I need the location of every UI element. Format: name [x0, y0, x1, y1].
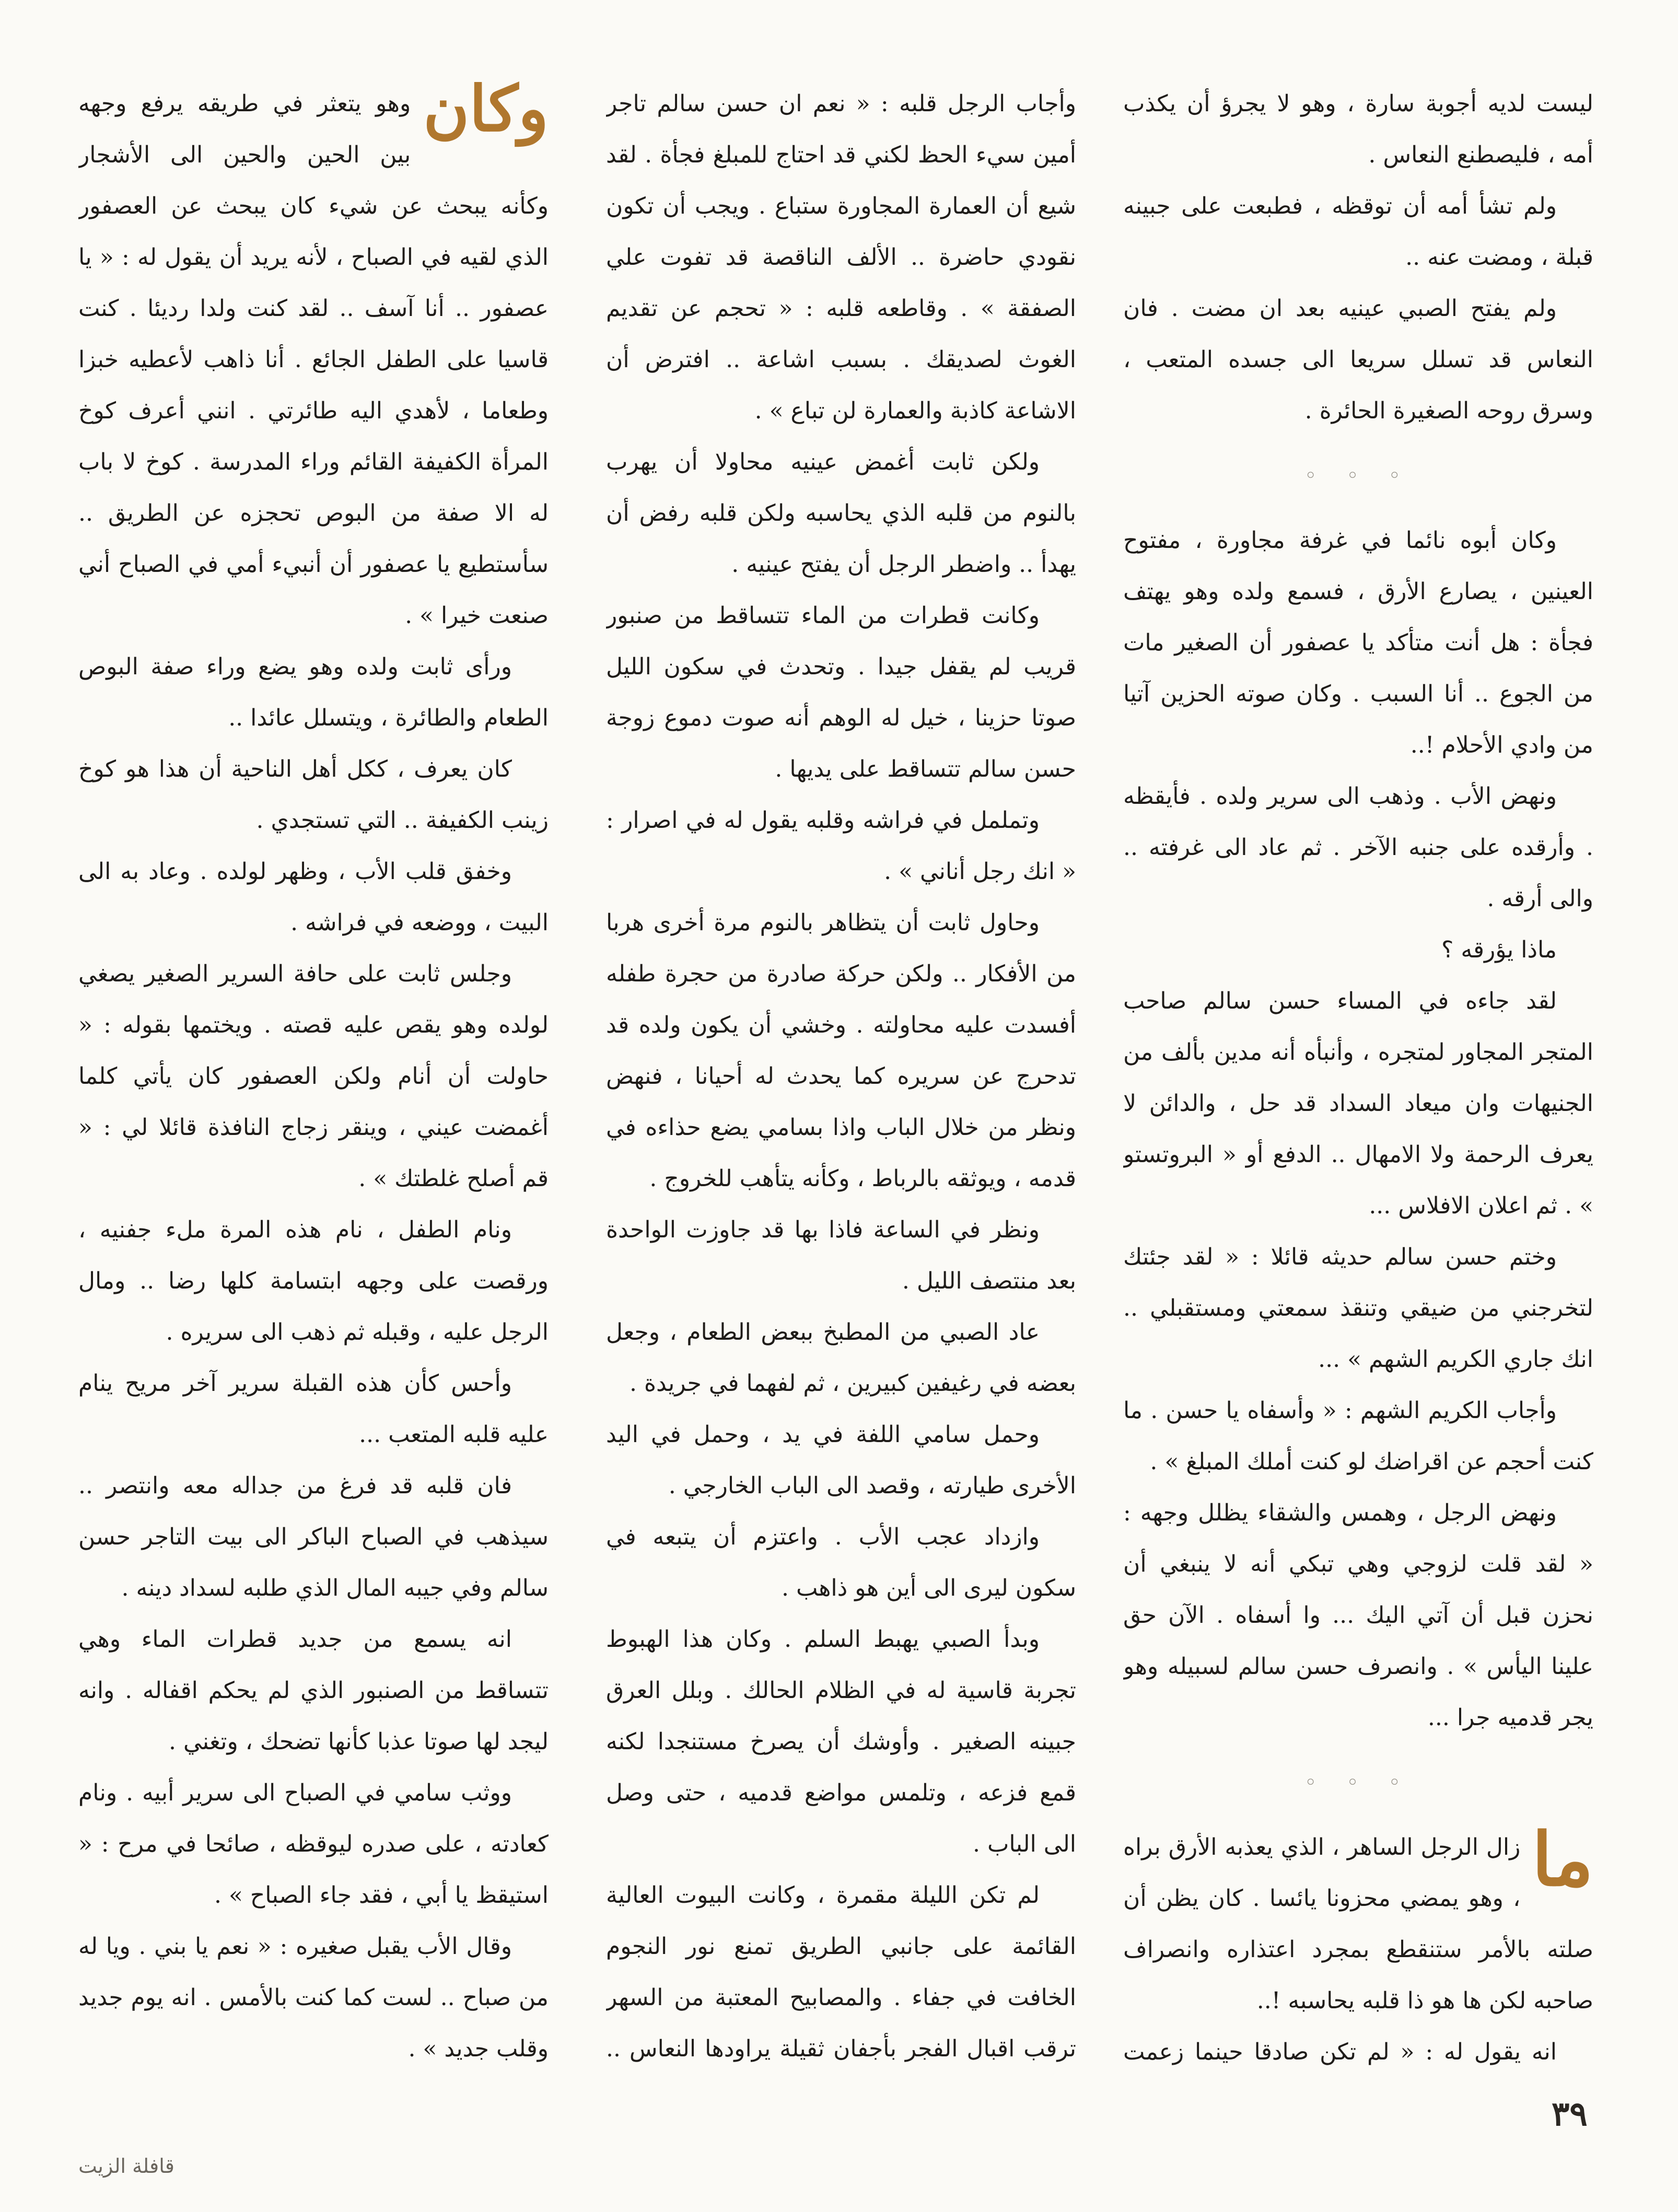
paragraph: عاد الصبي من المطبخ ببعض الطعام ، وجعل بعضه في رغيفين كبيرين ، ثم لفهما في جريدة . — [606, 1319, 1076, 1397]
paragraph: ورأى ثابت ولده وهو يضع وراء صفة البوص الطعام والطائرة ، ويتسلل عائدا .. — [78, 653, 549, 731]
paragraph: فان قلبه قد فرغ من جداله معه وانتصر .. سيذهب في الصباح الباكر الى بيت التاجر حسن سالم وفي جيبه المال الذي طلبه لسداد دينه . — [78, 1472, 549, 1601]
paragraph: وجلس ثابت على حافة السرير الصغير يصغي لولده وهو يقص عليه قصته . ويختمها بقوله : « حاولت أن أنام ولكن العصفور كان يأتي كلما أغمضت عيني ، وينقر زجاج النافذة قائلا لي : « قم أصلح غلطتك » . — [78, 961, 549, 1192]
paragraph: وحمل سامي اللفة في يد ، وحمل في اليد الأخرى طيارته ، وقصد الى الباب الخارجي . — [606, 1421, 1076, 1499]
paragraph: وتململ في فراشه وقلبه يقول له في اصرار : « انك رجل أناني » . — [606, 807, 1076, 885]
paragraph: وأجاب الكريم الشهم : « وأسفاه يا حسن . ما كنت أحجم عن اقراضك لو كنت أملك المبلغ » . — [1123, 1397, 1593, 1475]
paragraph-text: زال الرجل الساهر ، الذي يعذبه الأرق براه ، وهو يمضي محزونا يائسا . كان يظن أن صلته بالأمر ستنقطع بمجرد اعتذاره وانصراف صاحبه لكن ها هو ذا قلبه يحاسبه !.. — [1123, 1834, 1593, 2014]
section-separator: ◦ ◦ ◦ — [1304, 1771, 1413, 1795]
paragraph: ماذا يؤرقه ؟ — [1441, 937, 1557, 963]
paragraph — [78, 78, 549, 641]
paragraph: ولم تشأ أمه أن توقظه ، فطبعت على جبينه قبلة ، ومضت عنه .. — [1123, 193, 1593, 271]
paragraph — [1123, 1817, 1593, 2027]
article-column-left — [78, 78, 549, 2074]
paragraph: ولكن ثابت أغمض عينيه محاولا أن يهرب بالنوم من قلبه الذي يحاسبه ولكن قلبه رفض أن يهدأ .. واضطر الرجل أن يفتح عينيه . — [606, 449, 1076, 578]
drop-cap: ما — [1532, 1817, 1593, 1903]
paragraph: لم تكن الليلة مقمرة ، وكانت البيوت العالية القائمة على جانبي الطريق تمنع نور النجوم الخافت في جفاء . والمصابيح المعتبة من السهر ترقب اقبال الفجر بأجفان ثقيلة يراودها النعاس .. — [606, 1882, 1076, 2062]
paragraph: وكان أبوه نائما في غرفة مجاورة ، مفتوح العينين ، يصارع الأرق ، فسمع ولده وهو يهتف فجأة : هل أنت متأكد يا عصفور أن الصغير مات من الجوع .. أنا السبب . وكان صوته الحزين آتيا من وادي الأحلام !.. — [1123, 527, 1593, 758]
magazine-name: قافلة الزيت — [78, 2155, 174, 2178]
paragraph: انه يسمع من جديد قطرات الماء وهي تتساقط من الصنبور الذي لم يحكم اقفاله . وانه ليجد لها صوتا عذبا كأنها تضحك ، وتغني . — [78, 1626, 549, 1755]
paragraph: وحاول ثابت أن يتظاهر بالنوم مرة أخرى هربا من الأفكار .. ولكن حركة صادرة من حجرة طفله أفسدت عليه محاولته . وخشي أن يكون ولده قد تدحرج عن سريره كما يحدث له أحيانا ، فنهض ونظر من خلال الباب واذا بسامي يضع حذاءه في قدمه ، ويوثقه بالرباط ، وكأنه يتأهب للخروج . — [606, 909, 1076, 1192]
article-column-right — [1123, 78, 1593, 2074]
page-number: ٣٩ — [1552, 2094, 1588, 2134]
paragraph: ونهض الرجل ، وهمس والشقاء يظلل وجهه : « لقد قلت لزوجي وهي تبكي أنه لا ينبغي أن نحزن قبل أن آتي اليك ... وا أسفاه . الآن حق علينا اليأس » . وانصرف حسن سالم لسبيله وهو يجر قدميه جرا ... — [1123, 1500, 1593, 1731]
drop-word: وكان — [423, 78, 549, 146]
paragraph: ووثب سامي في الصباح الى سرير أبيه . ونام كعادته ، على صدره ليوقظه ، صائحا في مرح : « استيقظ يا أبي ، فقد جاء الصباح » . — [78, 1780, 549, 1909]
paragraph: وكانت قطرات من الماء تتساقط من صنبور قريب لم يقفل جيدا . وتحدث في سكون الليل صوتا حزينا ، خيل له الوهم أنه صوت دموع زوجة حسن سالم تتساقط على يديها . — [606, 602, 1076, 782]
paragraph: وختم حسن سالم حديثه قائلا : « لقد جئتك لتخرجني من ضيقي وتنقذ سمعتي ومستقبلي .. انك جاري الكريم الشهم » ... — [1123, 1244, 1593, 1373]
paragraph: وقال الأب يقبل صغيره : « نعم يا بني . ويا له من صباح .. لست كما كنت بالأمس . انه يوم جديد وقلب جديد » . — [78, 1933, 549, 2062]
paragraph: ونام الطفل ، نام هذه المرة ملء جفنيه ، ورقصت على وجهه ابتسامة كلها رضا .. ومال الرجل عليه ، وقبله ثم ذهب الى سريره . — [78, 1216, 549, 1345]
paragraph: ونهض الأب . وذهب الى سرير ولده . فأيقظه . وأرقده على جنبه الآخر . ثم عاد الى غرفته .. والى أرقه . — [1123, 783, 1593, 912]
paragraph: انه يقول له : « لم تكن صادقا حينما زعمت — [1123, 2039, 1557, 2065]
paragraph: وأحس كأن هذه القبلة سرير آخر مريح ينام عليه قلبه المتعب ... — [78, 1370, 549, 1448]
article-column-middle — [606, 78, 1076, 2074]
paragraph: وأجاب الرجل قلبه : « نعم ان حسن سالم تاجر أمين سيء الحظ لكني قد احتاج للمبلغ فجأة . لقد شيع أن العمارة المجاورة ستباع . ويجب أن تكون نقودي حاضرة .. الألف الناقصة قد تفوت علي الصفقة » . وقاطعه قلبه : « تحجم عن تقديم الغوث لصديقك . بسبب اشاعة .. افترض أن الاشاعة كاذبة والعمارة لن تباع » . — [606, 90, 1076, 424]
paragraph: كان يعرف ، ككل أهل الناحية أن هذا هو كوخ زينب الكفيفة .. التي تستجدي . — [78, 756, 549, 834]
paragraph: ليست لديه أجوبة سارة ، وهو لا يجرؤ أن يكذب أمه ، فليصطنع النعاس . — [1123, 90, 1593, 168]
section-separator: ◦ ◦ ◦ — [1304, 464, 1413, 488]
paragraph: وخفق قلب الأب ، وظهر لولده . وعاد به الى البيت ، ووضعه في فراشه . — [78, 858, 549, 936]
paragraph: وازداد عجب الأب . واعتزم أن يتبعه في سكون ليرى الى أين هو ذاهب . — [606, 1524, 1076, 1601]
paragraph-text: وهو يتعثر في طريقه يرفع وجهه بين الحين والحين الى الأشجار وكأنه يبحث عن شيء كان يبحث عن العصفور الذي لقيه في الصباح ، لأنه يريد أن يقول له : « يا عصفور .. أنا آسف .. لقد كنت ولدا رديئا . كنت قاسيا على الطفل الجائع . أنا ذاهب لأعطيه خبزا وطعاما ، لأهدي اليه طائرتي . انني أعرف كوخ المرأة الكفيفة القائم وراء المدرسة . كوخ لا باب له الا صفة من البوص تحجزه عن الطريق .. سأستطيع يا عصفور أن أنبيء أمي في الصباح أني صنعت خيرا » . — [78, 90, 549, 629]
paragraph: ونظر في الساعة فاذا بها قد جاوزت الواحدة بعد منتصف الليل . — [606, 1216, 1076, 1294]
paragraph: وبدأ الصبي يهبط السلم . وكان هذا الهبوط تجربة قاسية له في الظلام الحالك . وبلل العرق جبينه الصغير . وأوشك أن يصرخ مستنجدا لكنه قمع فزعه ، وتلمس مواضع قدميه ، حتى وصل الى الباب . — [606, 1626, 1076, 1857]
paragraph: ولم يفتح الصبي عينيه بعد ان مضت . فان النعاس قد تسلل سريعا الى جسده المتعب ، وسرق روحه الصغيرة الحائرة . — [1123, 295, 1593, 424]
paragraph: لقد جاءه في المساء حسن سالم صاحب المتجر المجاور لمتجره ، وأنبأه أنه مدين بألف من الجنيهات وان ميعاد السداد قد حل ، والدائن لا يعرف الرحمة ولا الامهال .. الدفع أو « البروتستو » . ثم اعلان الافلاس ... — [1123, 988, 1593, 1219]
